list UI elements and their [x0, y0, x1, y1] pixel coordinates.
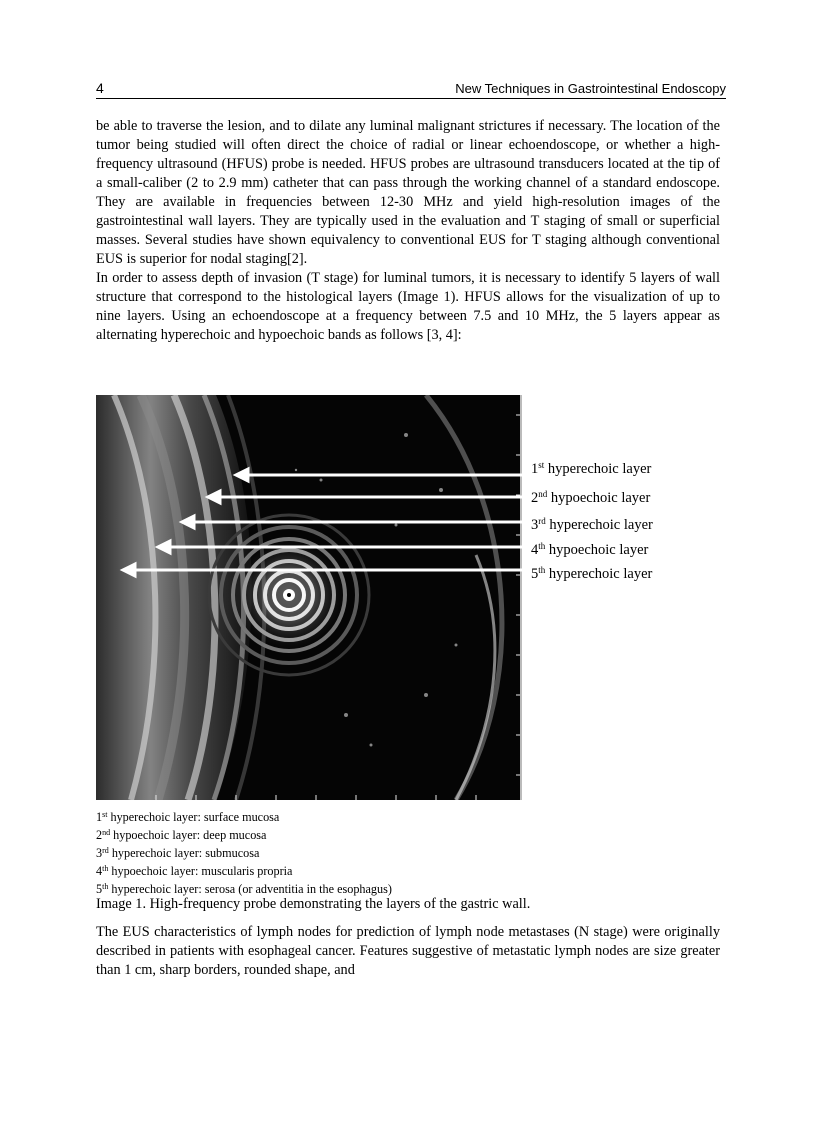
layer-label: 1st hyperechoic layer [531, 460, 652, 477]
legend-item: 4th hypoechoic layer: muscularis propria [96, 864, 293, 878]
layer-label: 3rd hyperechoic layer [531, 516, 653, 533]
figure-legend [96, 807, 392, 897]
legend-item: 5th hyperechoic layer: serosa (or adventitia in the esophagus) [96, 882, 392, 896]
arrow-extensions [516, 465, 532, 580]
ultrasound-image [96, 395, 522, 800]
legend-item: 1st hyperechoic layer: surface mucosa [96, 810, 280, 824]
ultrasound-drawing [96, 395, 520, 800]
layer-label: 2nd hypoechoic layer [531, 489, 651, 506]
paragraph: In order to assess depth of invasion (T stage) for luminal tumors, it is necessary to identify 5 layers of wall structure that correspond to the histological layers (Image 1). HFUS allows for the visualization of up to nine layers. Using an echoendoscope at a frequency between 7.5 and 10 MHz, the 5 layers appear as alternating hyperechoic and hypoechoic bands as follows [3, 4]: [96, 270, 720, 343]
page-number: 4 [96, 80, 104, 96]
layer-label: 4th hypoechoic layer [531, 541, 649, 558]
running-header [96, 80, 726, 99]
legend-item: 2nd hypoechoic layer: deep mucosa [96, 828, 267, 842]
paragraph: be able to traverse the lesion, and to dilate any luminal malignant strictures if necessary. The location of the tumor being studied will often direct the choice of radial or linear echoendoscope, or whether a high-frequency ultrasound (HFUS) probe is needed. HFUS probes are ultrasound transducers located at the tip of a small-caliber (2 to 2.9 mm) catheter that can pass through the working channel of a standard endoscope. They are available in frequencies between 12-30 MHz and yield high-resolution images of the gastrointestinal wall layers. They are typically used in the evaluation and T staging of small or superficial masses. Several studies have shown equivalency to conventional EUS for T staging although conventional EUS is superior for nodal staging[2]. [96, 118, 720, 267]
running-title: New Techniques in Gastrointestinal Endoscopy [455, 81, 726, 96]
body-text-continued [96, 923, 720, 980]
legend-item: 3rd hyperechoic layer: submucosa [96, 846, 260, 860]
paragraph: The EUS characteristics of lymph nodes for prediction of lymph node metastases (N stage) were originally described in patients with esophageal cancer. Features suggestive of metastatic lymph nodes are size greater than 1 cm, sharp borders, rounded shape, and [96, 924, 720, 978]
body-text [96, 117, 720, 345]
figure-caption: Image 1. High-frequency probe demonstrating the layers of the gastric wall. [96, 896, 531, 912]
layer-label: 5th hyperechoic layer [531, 565, 653, 582]
